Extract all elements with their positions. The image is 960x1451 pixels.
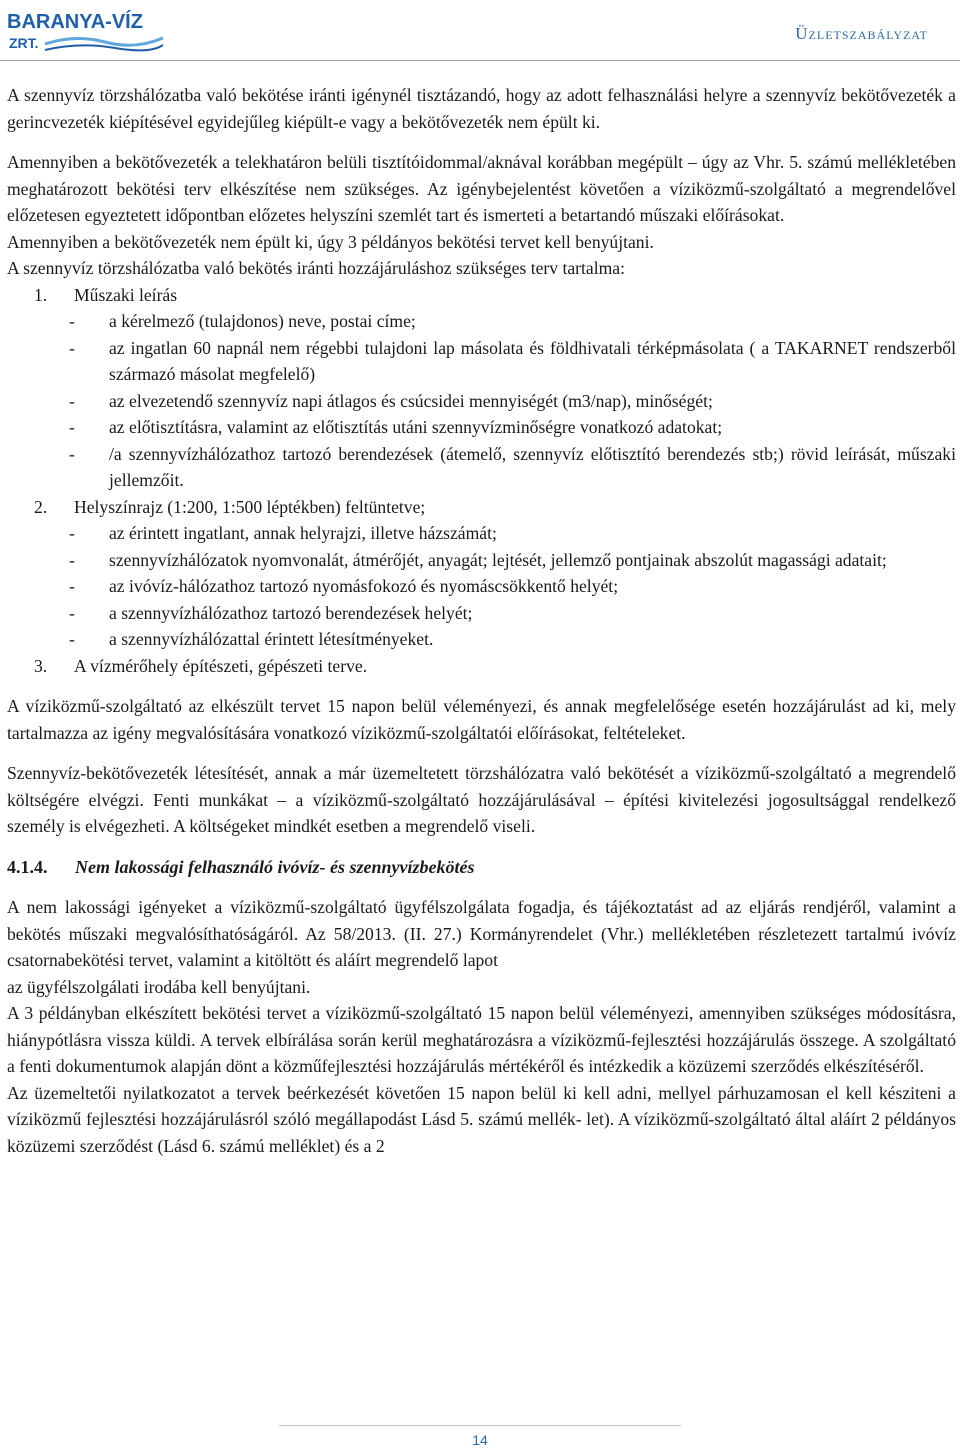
logo-sub: ZRT. (9, 35, 39, 51)
logo-text: BARANYA-VÍZ (7, 11, 143, 33)
sub-list-item: - a szennyvízhálózathoz tartozó berendezések helyét; (69, 602, 473, 623)
paragraph-2: Amennyiben a bekötővezeték a telekhatáron belüli tisztítóidommal/aknával korábban megépült – úgy az Vhr. 5. számú mellékletében meghatározott bekötési terv elkészítése nem szükséges. Az igénybejelentést követően a víziközmű-szolgáltató a megrendelővel előzetesen egyeztetett időpontban előzetes helyszíni szemlét tart és ismerteti a betartandó műszaki előírásokat. (7, 152, 956, 225)
paragraph-1: A szennyvíz törzshálózatba való bekötése iránti igénynél tisztázandó, hogy az adott felhasználási helyre a szennyvíz bekötővezeték a gerincvezeték kiépítésével egyidejűleg kiépült-e vagy a bekötővezeték nem épült ki. (7, 85, 956, 132)
list-number: 2. (34, 496, 48, 517)
logo-wave-icon-2 (45, 45, 163, 50)
section-heading (7, 854, 956, 881)
list-item (34, 653, 956, 680)
list-number: 3. (34, 655, 48, 676)
header-title: Üzletszabályzat (795, 24, 928, 43)
document-body (7, 82, 956, 1159)
list-item (34, 494, 956, 521)
list-number: 1. (34, 284, 48, 305)
paragraph-4: A szennyvíz törzshálózatba való bekötés iránti hozzájáruláshoz szükséges terv tartalma: (7, 258, 625, 278)
header-divider (0, 60, 960, 61)
baranya-viz-logo (5, 4, 165, 54)
paragraph-5: A víziközmű-szolgáltató az elkészült tervet 15 napon belül véleményezi, és annak megfelelősége esetén hozzájárulást ad ki, mely tartalmazza az igény megvalósítására vonatkozó víziközmű-szolgáltatói előírásokat, feltételeket. (7, 696, 956, 743)
paragraph-6: Szennyvíz-bekötővezeték létesítését, annak a már üzemeltetett törzshálózatra való bekötését a víziközmű-szolgáltató a megrendelő költségére elvégzi. Fenti munkákat – a víziközmű-szolgáltató hozzájárulásával – építési kivitelezési jogosultsággal rendelkező személy is elvégezheti. A költségeket mindkét esetben a megrendelő viseli. (7, 763, 956, 836)
paragraph-3: Amennyiben a bekötővezeték nem épült ki, úgy 3 példányos bekötési tervet kell benyújtani. (7, 231, 654, 252)
sub-list-item: - /a szennyvízhálózathoz tartozó berendezések (átemelő, szennyvíz előtisztító berendezés stb;) rövid leírását, műszaki jellemzőit. (69, 443, 956, 490)
page-number: 14 (472, 1432, 488, 1448)
sub-list-item: - a kérelmező (tulajdonos) neve, postai címe; (69, 311, 416, 331)
paragraph-8: az ügyfélszolgálati irodába kell benyújtani. (7, 976, 311, 997)
footer-divider (279, 1425, 681, 1426)
section-title: Nem lakossági felhasználó ivóvíz- és szennyvízbekötés (75, 856, 475, 877)
sub-list-item: - az ivóvíz-hálózathoz tartozó nyomásfokozó és nyomáscsökkentő helyét; (69, 576, 619, 596)
sub-list-item: - az érintett ingatlant, annak helyrajzi, illetve házszámát; (69, 523, 497, 543)
sub-list-item: - az ingatlan 60 napnál nem régebbi tulajdoni lap másolata és földhivatali térképmásolata ( a TAKARNET rendszerből származó másolat megfelelő) (69, 337, 956, 384)
plan-contents-list (7, 282, 956, 680)
list-text: Helyszínrajz (1:200, 1:500 léptékben) feltüntetve; (74, 496, 426, 517)
list-text: Műszaki leírás (74, 284, 178, 305)
paragraph-10: Az üzemeltetői nyilatkozatot a tervek beérkezését követően 15 napon belül ki kell adni, mellyel párhuzamosan el kell késziteni a víziközmű fejlesztési hozzájárulásról szóló megállapodást Lásd 5. számú mellék- let). A víziközmű-szolgáltató által aláírt 2 példányos közüzemi szerződést (Lásd 6. számú melléklet) és a 2 (7, 1082, 956, 1156)
sub-list-item: - az előtisztításra, valamint az előtisztítás utáni szennyvízminőségre vonatkozó adatokat; (69, 417, 723, 437)
list-text: A vízmérőhely építészeti, gépészeti terve. (74, 655, 368, 676)
sub-list-item: - a szennyvízhálózattal érintett létesítményeket. (69, 629, 434, 649)
paragraph-7: A nem lakossági igényeket a víziközmű-szolgáltató ügyfélszolgálata fogadja, és tájékoztatást ad az eljárás rendjéről, valamint a bekötés műszaki megvalósíthatóságáról. Az 58/2013. (II. 27.) Kormányrendelet (Vhr.) mellékletében részletezett tartalmú ivóvíz csatornabekötési tervet, valamint a kitöltött és aláírt megrendelő lapot (7, 897, 956, 970)
section-number: 4.1.4. (7, 856, 48, 877)
logo-wave-icon (45, 38, 163, 45)
sub-list-item: - az elvezetendő szennyvíz napi átlagos és csúcsidei mennyiségét (m3/nap), minőségét; (69, 390, 713, 411)
paragraph-9: A 3 példányban elkészített bekötési tervet a víziközmű-szolgáltató 15 napon belül véleményezi, amennyiben szükséges módosításra, hiánypótlásra vissza küldi. A tervek elbírálása során kerül meghatározásra a víziközmű-fejlesztési hozzájárulás összege. A szolgáltató a fenti dokumentumok alapján dönt a közműfejlesztési hozzájárulás mértékéről és intézkedik a közüzemi szerződés elkészítéséről. (7, 1003, 956, 1076)
page-header (0, 0, 960, 62)
list-item (34, 282, 956, 309)
sub-list-item: - szennyvízhálózatok nyomvonalát, átmérőjét, anyagát; lejtését, jellemző pontjainak abszolút magassági adatait; (69, 549, 887, 570)
